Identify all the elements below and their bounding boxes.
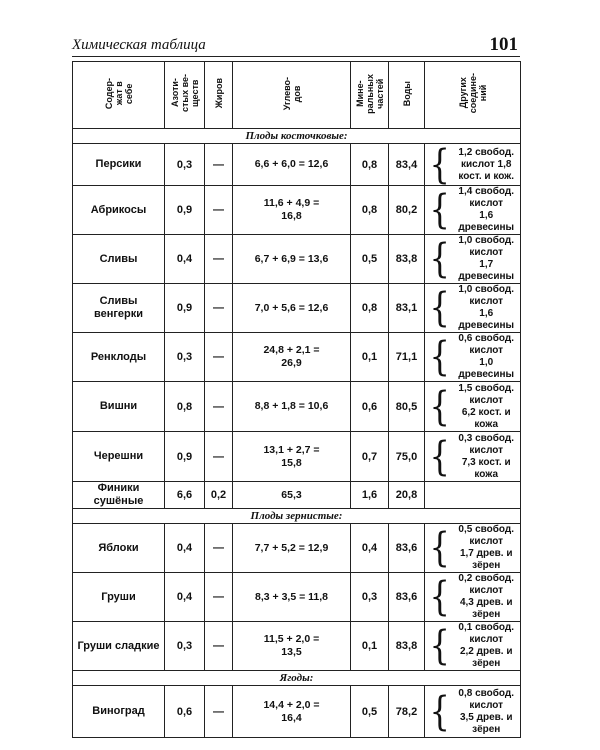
table-row (73, 686, 521, 738)
water-cell: 80,2 (389, 186, 425, 235)
col-header-minerals: Мине- ральных частей (351, 62, 389, 129)
other-compounds-cell (425, 186, 521, 235)
minerals-cell: 0,8 (351, 186, 389, 235)
carbs-cell: 6,7 + 6,9 = 13,6 (233, 235, 351, 284)
table-row (73, 432, 521, 482)
brace-icon: { (429, 187, 450, 233)
carbs-cell: 24,8 + 2,1 = 26,9 (233, 333, 351, 382)
other-compounds-cell (425, 432, 521, 482)
fruit-name-cell: Сливы (73, 235, 165, 284)
nitrogen-cell: 0,4 (165, 524, 205, 573)
water-cell: 83,4 (389, 144, 425, 186)
minerals-cell: 1,6 (351, 482, 389, 509)
nitrogen-cell: 0,6 (165, 686, 205, 738)
other-compounds-cell (425, 524, 521, 573)
fruit-name-cell: Груши сладкие (73, 622, 165, 671)
table-row (73, 573, 521, 622)
fat-cell: — (205, 573, 233, 622)
other-compounds-text: 0,3 свобод. кислот 7,3 кост. и кожа (458, 432, 515, 480)
fat-cell: — (205, 686, 233, 738)
page-header (72, 30, 520, 57)
brace-icon: { (429, 236, 450, 282)
table-row (73, 186, 521, 235)
water-cell: 75,0 (389, 432, 425, 482)
brace-icon: { (429, 383, 450, 430)
table-row (73, 284, 521, 333)
section-title: Плоды косточковые: (73, 129, 521, 144)
nitrogen-cell: 0,9 (165, 186, 205, 235)
col-header-nitrogen: Азоти- стых ве- ществ (165, 62, 205, 129)
fat-cell: 0,2 (205, 482, 233, 509)
brace-icon: { (429, 334, 450, 380)
col-header-water: Воды (389, 62, 425, 129)
nitrogen-cell: 0,3 (165, 333, 205, 382)
fruit-name-cell: Яблоки (73, 524, 165, 573)
other-compounds-text: 0,6 свобод. кислот 1,0 древесины (458, 333, 515, 380)
carbs-cell: 8,8 + 1,8 = 10,6 (233, 382, 351, 432)
water-cell: 80,5 (389, 382, 425, 432)
col-header-carbs: Углево- дов (233, 62, 351, 129)
table-row (73, 622, 521, 671)
brace-icon: { (429, 525, 450, 571)
brace-icon: { (429, 574, 450, 620)
other-compounds-text: 1,4 свобод. кислот 1,6 древесины (458, 186, 515, 233)
col-header-fat: Жиров (205, 62, 233, 129)
nitrogen-cell: 0,4 (165, 235, 205, 284)
fruit-name-cell: Черешни (73, 432, 165, 482)
nitrogen-cell: 0,3 (165, 622, 205, 671)
nitrogen-cell: 0,9 (165, 432, 205, 482)
brace-icon: { (429, 285, 450, 331)
water-cell: 20,8 (389, 482, 425, 509)
other-compounds-cell (425, 686, 521, 738)
minerals-cell: 0,1 (351, 622, 389, 671)
fat-cell: — (205, 622, 233, 671)
fat-cell: — (205, 382, 233, 432)
nitrogen-cell: 0,9 (165, 284, 205, 333)
other-compounds-text: 0,2 свобод. кислот 4,3 древ. и зёрен (458, 573, 515, 620)
minerals-cell: 0,8 (351, 144, 389, 186)
other-compounds-cell (425, 382, 521, 432)
table-row (73, 382, 521, 432)
minerals-cell: 0,5 (351, 686, 389, 738)
section-row (73, 671, 521, 686)
brace-icon: { (429, 433, 450, 480)
section-row (73, 129, 521, 144)
other-compounds-text: 1,0 свобод. кислот 1,6 древесины (458, 284, 515, 331)
carbs-cell: 7,7 + 5,2 = 12,9 (233, 524, 351, 573)
other-compounds-text: 0,5 свобод. кислот 1,7 древ. и зёрен (458, 524, 515, 571)
other-compounds-cell (425, 144, 521, 186)
other-compounds-text: 1,5 свобод. кислот 6,2 кост. и кожа (458, 382, 515, 430)
carbs-cell: 6,6 + 6,0 = 12,6 (233, 144, 351, 186)
fat-cell: — (205, 432, 233, 482)
nitrogen-cell: 0,4 (165, 573, 205, 622)
minerals-cell: 0,8 (351, 284, 389, 333)
other-compounds-cell (425, 284, 521, 333)
fruit-name-cell: Абрикосы (73, 186, 165, 235)
other-compounds-text: 0,1 свобод. кислот 2,2 древ. и зёрен (458, 622, 515, 669)
minerals-cell: 0,1 (351, 333, 389, 382)
table-row (73, 482, 521, 509)
chemical-table (72, 61, 521, 738)
other-compounds-text: 0,8 свобод. кислот 3,5 древ. и зёрен (458, 687, 515, 735)
brace-icon: { (429, 623, 450, 669)
water-cell: 83,1 (389, 284, 425, 333)
minerals-cell: 0,5 (351, 235, 389, 284)
nitrogen-cell: 0,8 (165, 382, 205, 432)
carbs-cell: 14,4 + 2,0 = 16,4 (233, 686, 351, 738)
col-header-contents: Содер- жат в себе (73, 62, 165, 129)
other-compounds-cell (425, 333, 521, 382)
water-cell: 83,8 (389, 622, 425, 671)
fat-cell: — (205, 284, 233, 333)
carbs-cell: 13,1 + 2,7 = 15,8 (233, 432, 351, 482)
fruit-name-cell: Сливы венгерки (73, 284, 165, 333)
minerals-cell: 0,4 (351, 524, 389, 573)
table-row (73, 144, 521, 186)
page-number: 101 (489, 34, 518, 55)
fruit-name-cell: Виноград (73, 686, 165, 738)
nitrogen-cell: 0,3 (165, 144, 205, 186)
minerals-cell: 0,3 (351, 573, 389, 622)
water-cell: 83,8 (389, 235, 425, 284)
carbs-cell: 8,3 + 3,5 = 11,8 (233, 573, 351, 622)
fruit-name-cell: Груши (73, 573, 165, 622)
section-title: Плоды зернистые: (73, 509, 521, 524)
table-row (73, 524, 521, 573)
other-compounds-cell (425, 573, 521, 622)
carbs-cell: 65,3 (233, 482, 351, 509)
brace-icon: { (429, 143, 450, 186)
running-title: Химическая таблица (72, 37, 206, 53)
fruit-name-cell: Вишни (73, 382, 165, 432)
brace-icon: { (429, 688, 450, 735)
other-compounds-cell (425, 482, 521, 509)
carbs-cell: 11,5 + 2,0 = 13,5 (233, 622, 351, 671)
fat-cell: — (205, 524, 233, 573)
water-cell: 83,6 (389, 524, 425, 573)
fruit-name-cell: Ренклоды (73, 333, 165, 382)
water-cell: 83,6 (389, 573, 425, 622)
fat-cell: — (205, 235, 233, 284)
other-compounds-text: 1,0 свобод. кислот 1,7 древесины (458, 235, 515, 282)
carbs-cell: 11,6 + 4,9 = 16,8 (233, 186, 351, 235)
table-row (73, 235, 521, 284)
col-header-other: Других соедине- ний (425, 62, 521, 129)
other-compounds-cell (425, 235, 521, 284)
fruit-name-cell: Персики (73, 144, 165, 186)
minerals-cell: 0,7 (351, 432, 389, 482)
fruit-name-cell: Финики сушёные (73, 482, 165, 509)
fat-cell: — (205, 144, 233, 186)
table-row (73, 333, 521, 382)
section-title: Ягоды: (73, 671, 521, 686)
section-row (73, 509, 521, 524)
water-cell: 78,2 (389, 686, 425, 738)
carbs-cell: 7,0 + 5,6 = 12,6 (233, 284, 351, 333)
water-cell: 71,1 (389, 333, 425, 382)
minerals-cell: 0,6 (351, 382, 389, 432)
nitrogen-cell: 6,6 (165, 482, 205, 509)
other-compounds-text: 1,2 свобод. кислот 1,8 кост. и кож. (458, 146, 515, 182)
fat-cell: — (205, 186, 233, 235)
other-compounds-cell (425, 622, 521, 671)
header-row (73, 62, 521, 129)
fat-cell: — (205, 333, 233, 382)
